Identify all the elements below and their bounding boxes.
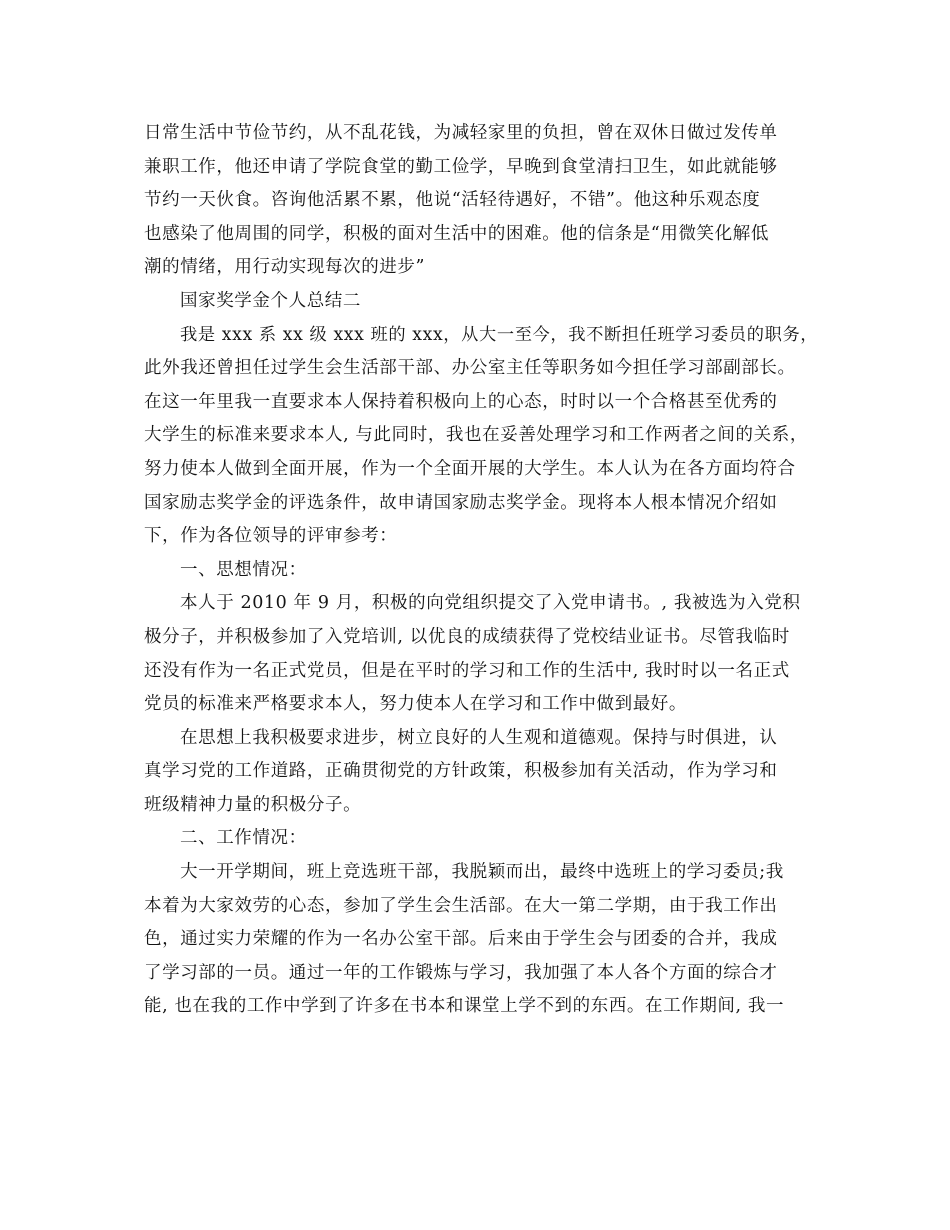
text-line: 节约一天伙食。咨询他活累不累，他说“活轻待遇好，不错”。他这种乐观态度 (144, 190, 761, 211)
text-line: 努力使本人做到全面开展，作为一个全面开展的大学生。本人认为在各方面均符合 (144, 458, 796, 479)
text-line: 能, 也在我的工作中学到了许多在书本和课堂上学不到的东西。在工作期间, 我一 (144, 996, 785, 1017)
text-line: 国家奖学金个人总结二 (180, 290, 361, 311)
text-line: 班级精神力量的积极分子。 (144, 794, 362, 815)
text-line: 潮的情绪，用行动实现每次的进步” (144, 257, 426, 278)
text-line: 本人于 2010 年 9 月，积极的向党组织提交了入党申请书。, 我被选为入党积 (180, 593, 801, 614)
text-line: 了学习部的一员。通过一年的工作锻炼与学习，我加强了本人各个方面的综合才 (144, 962, 778, 983)
text-line: 国家励志奖学金的评选条件，故申请国家励志奖学金。现将本人根本情况介绍如 (144, 492, 778, 513)
text-line: 在这一年里我一直要求本人保持着积极向上的心态，时时以一个合格甚至优秀的 (144, 391, 778, 412)
text-line: 在思想上我积极要求进步，树立良好的人生观和道德观。保持与时俱进，认 (180, 727, 778, 748)
text-line: 下，作为各位领导的评审参考： (144, 526, 398, 547)
text-line: 大一开学期间，班上竞选班干部，我脱颖而出，最终中选班上的学习委员;我 (180, 862, 784, 883)
text-line: 兼职工作，他还申请了学院食堂的勤工俭学，早晚到食堂清扫卫生，如此就能够 (144, 156, 778, 177)
text-line: 也感染了他周围的同学，积极的面对生活中的困难。他的信条是“用微笑化解低 (144, 223, 769, 244)
text-line: 真学习党的工作道路，正确贯彻党的方针政策，积极参加有关活动，作为学习和 (144, 761, 778, 782)
text-line: 此外我还曾担任过学生会生活部干部、办公室主任等职务如今担任学习部副部长。 (144, 358, 796, 379)
text-line: 我是 xxx 系 xx 级 xxx 班的 xxx，从大一至今，我不断担任班学习委员的职务， (180, 324, 819, 345)
text-line: 一、思想情况： (180, 559, 307, 580)
text-line: 大学生的标准来要求本人, 与此同时，我也在妥善处理学习和工作两者之间的关系， (144, 425, 808, 446)
text-line: 色，通过实力荣耀的作为一名办公室干部。后来由于学生会与团委的合并，我成 (144, 929, 778, 950)
text-line: 日常生活中节俭节约，从不乱花钱，为减轻家里的负担，曾在双休日做过发传单 (144, 123, 778, 143)
text-line: 还没有作为一名正式党员，但是在平时的学习和工作的生活中, 我时时以一名正式 (144, 660, 790, 681)
text-line: 二、工作情况： (180, 828, 307, 849)
text-line: 极分子，并积极参加了入党培训, 以优良的成绩获得了党校结业证书。尽管我临时 (144, 626, 790, 647)
text-line: 本着为大家效劳的心态，参加了学生会生活部。在大一第二学期，由于我工作出 (144, 895, 778, 916)
document-body (144, 117, 824, 1024)
text-line: 党员的标准来严格要求本人，努力使本人在学习和工作中做到最好。 (144, 694, 687, 715)
